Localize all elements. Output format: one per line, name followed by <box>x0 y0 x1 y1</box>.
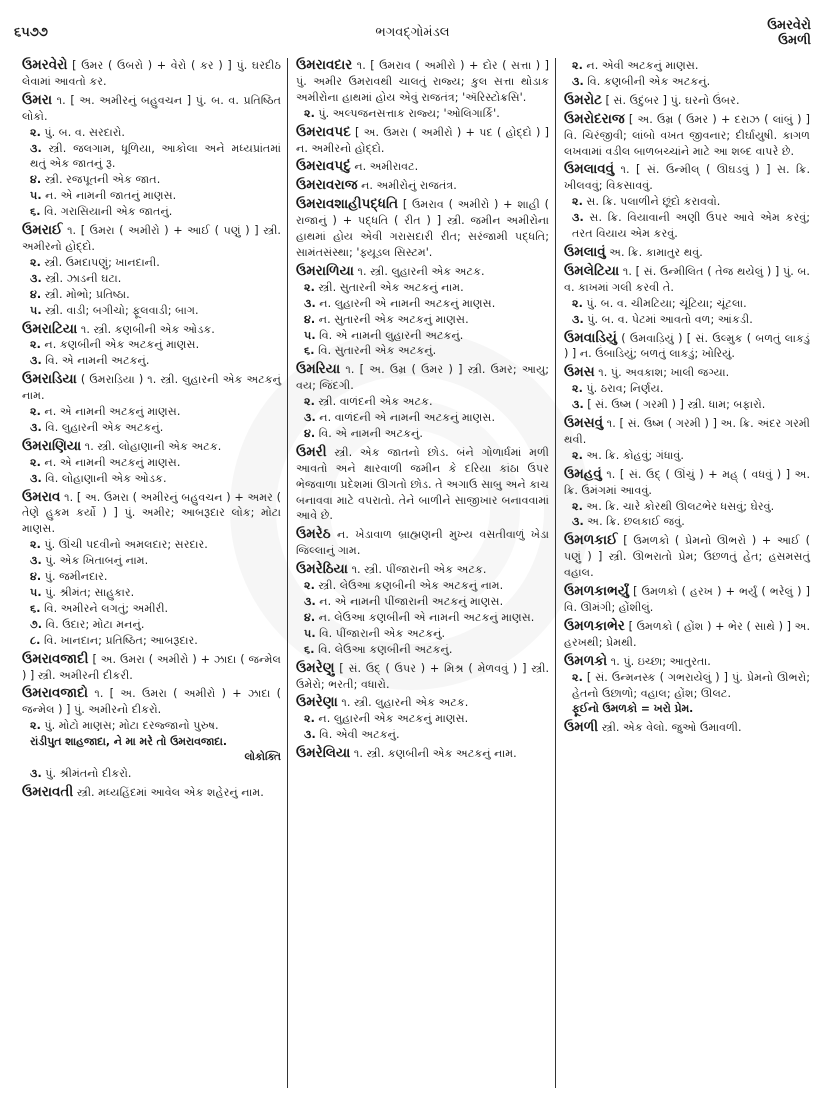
entry-definition: [ ઉમળકો ( પ્રેમનો ઊભરો ) + આઈ ( પણું ) ] સ્ત્રી. ઊભરાતો પ્રેમ; ઉછળતું હેત; હસમસતું વહાલ. <box>564 534 810 580</box>
entry-headword: ઉમળકાઈ <box>564 532 618 549</box>
sense-text: ન. એ નામની પીંજારાની અટકનું માણસ. <box>319 595 504 608</box>
sense-text: વિ. એ નામની અટકનું. <box>45 354 150 368</box>
sense-number: ૩. <box>572 211 584 225</box>
dictionary-entry <box>296 362 549 442</box>
entry-sense <box>564 312 810 328</box>
dictionary-entry <box>22 686 281 781</box>
sense-text: ન. લુહારની એ નામની અટકનું માણસ. <box>319 296 496 310</box>
sense-number: ૩. <box>304 728 316 742</box>
sense-text: ન. વાળંદની એ નામની અટકનું માણસ. <box>319 411 496 425</box>
entry-definition: ૧. [ સં. ઉષ્મ ( ગરમી ) ] અ. ક્રિ. અંદર ગરમી થવી. <box>564 417 810 446</box>
dictionary-entry <box>296 562 549 657</box>
entry-sense <box>296 280 549 296</box>
sense-number: ૬. <box>304 642 315 656</box>
sense-text: વિ. ખાનદાન; પ્રતિષ્ઠિત; આબરૂદાર. <box>43 633 198 647</box>
entry-headword: ઉમવાડિયું <box>564 329 617 346</box>
sense-text: પું. અલ્પજનસત્તાક રાજ્ય; 'ઓલિગાર્કિ'. <box>318 106 500 120</box>
entry-definition: ૧. સ્ત્રી. કણબીની એક અટકનું નામ. <box>353 747 517 761</box>
sense-number: ૩. <box>30 420 42 434</box>
dictionary-entry <box>564 162 810 242</box>
dictionary-entry <box>22 372 281 436</box>
dictionary-entry <box>564 467 810 531</box>
sense-number: ૫. <box>30 189 42 203</box>
entry-headword: ઉમરાડિયા <box>22 371 77 388</box>
entry-headword: ઉમરેણા <box>296 694 338 711</box>
sense-number: ૨. <box>572 448 583 462</box>
entry-headword: ઉમરાવપદ <box>296 123 351 140</box>
sense-number: ૨. <box>30 255 41 269</box>
entry-sense <box>296 578 549 594</box>
dictionary-entry <box>296 445 549 525</box>
sense-number: ૫. <box>304 626 316 640</box>
guide-words <box>767 18 811 48</box>
entry-sense <box>296 626 549 642</box>
dictionary-entry <box>22 490 281 649</box>
entry-sense <box>22 188 281 204</box>
entry-definition: [ અ. ઉમ્ર ( ઉમર ) + દરાઝ ( લાંબું ) ] વિ. ચિરંજીવી; લાંબો વખત જીવનાર; દીર્ઘાયુષી. કાગળ લખવામાં વડીલ બાળબચ્ચાંને માટે આ શબ્દ વાપરે છે. <box>564 112 810 158</box>
entry-headword: ઉમસ <box>564 364 595 381</box>
sense-text: ન. લુહારની એક અટકનું માણસ. <box>318 712 469 726</box>
entry-headword: ઉમરાવતી <box>22 783 74 800</box>
dictionary-entry <box>22 785 281 801</box>
entry-sense <box>296 343 549 359</box>
sense-number: ૩. <box>30 766 42 780</box>
dictionary-entry <box>22 652 281 684</box>
dictionary-entry <box>564 416 810 464</box>
sense-number: ૪. <box>304 426 316 440</box>
entry-definition: ૧. [ અ. ઉમરા ( અમીરનું બહુવચન ) + અમર ( તેણે હુકમ કર્યો ) ] પું. અમીર; આબરૂદાર લોક; મોટા માણસ. <box>22 490 282 536</box>
dictionary-entry <box>296 197 549 261</box>
entry-sense <box>22 455 281 471</box>
entry-definition: ૧. સ્ત્રી. લુહારની એક અટક. <box>341 696 469 710</box>
sense-text: સ. ક્રિ. પલાળીને છૂંદો કરાવવો. <box>586 195 721 209</box>
sense-number: ૫. <box>30 303 42 317</box>
dictionary-entry <box>564 264 810 328</box>
entry-definition: ( ઉમરાડ઼િયા ) ૧. સ્ત્રી. લુહારની એક અટકનું નામ. <box>22 373 281 403</box>
sense-number: ૨. <box>304 712 315 726</box>
entry-definition: [ સં. ઉદ્ ( ઉપર ) + મિશ્ર ( મેળવવું ) ] સ્ત્રી. ઉમેરો; ભરતી; વધારો. <box>296 661 550 691</box>
dictionary-entry <box>22 223 281 318</box>
dictionary-entry <box>296 264 549 359</box>
entry-sense <box>22 585 281 601</box>
entry-sense <box>22 420 281 436</box>
sense-text: સ્ત્રી. મોભો; પ્રતિષ્ઠા. <box>44 287 130 301</box>
dictionary-entry <box>564 58 810 90</box>
guide-word-first: ઉમરવેરો <box>767 18 811 33</box>
sense-number: ૩. <box>572 74 584 88</box>
entry-headword: ઉમરાવજાદો <box>22 685 89 702</box>
sense-text: વિ. એવી અટકનું. <box>319 728 400 742</box>
entry-definition: અ. ક્રિ. કામાતુર થવું. <box>609 245 703 259</box>
entry-sense <box>296 296 549 312</box>
sense-text: પું. ઊંચી પદવીનો અમલદાર; સરદાર. <box>44 538 208 552</box>
dictionary-entry <box>564 365 810 413</box>
sense-text: પું. ઠરાવ; નિર્ણય. <box>586 382 664 396</box>
sense-number: ૩. <box>30 141 42 155</box>
entry-sense <box>296 711 549 727</box>
entry-sense <box>22 537 281 553</box>
usage-quote: રાંડીપુત શાહજાદા, ને મા મરે તો ઉમરાવજાદા. <box>30 735 227 749</box>
dictionary-entry <box>22 322 281 370</box>
entry-sense <box>296 106 549 122</box>
sense-text: સ. ક્રિ. વિયાવાની અણી ઉપર આવે એમ કરવું; તરત વિયાય એમ કરવું. <box>572 211 810 241</box>
dictionary-entry <box>296 527 549 559</box>
sense-text: સ્ત્રી. વાડી; બગીચો; ફૂલવાડી; બાગ. <box>45 303 199 317</box>
entry-sense <box>564 381 810 397</box>
entry-sense <box>22 337 281 353</box>
dictionary-entry <box>296 746 549 762</box>
guide-word-last: ઉમળી <box>778 33 811 48</box>
entry-sense <box>296 328 549 344</box>
entry-definition: ૧. [ અ. ઉમ્ર ( ઉમર ) ] સ્ત્રી. ઉમર; આયુ; વય; જિંદગી. <box>296 363 549 393</box>
entry-definition: ૧. સ્ત્રી. કણબીની એક ઓડક. <box>80 322 215 336</box>
sense-number: ૨. <box>304 106 315 120</box>
sense-number: ૩. <box>304 595 316 608</box>
sense-number: ૨. <box>30 125 41 139</box>
column-3 <box>556 58 816 1088</box>
entry-definition: ૧. [ ઉમરા ( અમીરો ) + આઈ ( પણું ) ] સ્ત્રી. અમીરનો હોદ્દો. <box>22 224 281 253</box>
sense-text: પું. મોટો માણસ; મોટા દરજ્જાનો પુરુષ. <box>44 719 219 733</box>
entry-definition: [ અ. ઉમરા ( અમીરો ) + ઝાદા ( જન્મેલ ) ] સ્ત્રી. અમીરની દીકરી. <box>22 652 282 682</box>
sense-text: પું. એક ખિતાબનું નામ. <box>45 554 149 568</box>
sense-text: વિ. પીંજારાની એક અટકનું. <box>319 626 446 640</box>
sense-text: અ. ક્રિ. કોહવું; ગંધાવું. <box>586 448 684 462</box>
sense-number: ૬. <box>30 205 41 219</box>
entry-headword: ઉમરોદરાજ <box>564 110 625 127</box>
entry-definition: ૧. [ અ. ઉમરા ( અમીરો ) + ઝાદા ( જન્મેલ ) ] પું. અમીરનો દીકરો. <box>22 687 281 717</box>
dictionary-entry <box>22 58 281 90</box>
dictionary-entry <box>22 439 281 487</box>
entry-definition: ૧. સ્ત્રી. પીંજારાની એક અટક. <box>351 563 487 577</box>
sense-text: [ સં. ઉન્મનસ્ક ( ગભરાયેલું ) ] પું. પ્રેમનો ઊભરો; હેતનો ઉછાળો; વહાલ; હોંશ; ઊલટ. <box>572 670 810 700</box>
sense-number: ૨. <box>572 499 583 513</box>
sense-text: ન. એ નામની અટકનું માણસ. <box>44 455 181 469</box>
sense-number: ૭. <box>30 617 43 631</box>
dictionary-entry <box>296 661 549 693</box>
quote-source: લોકોક્તિ <box>244 751 281 764</box>
sense-number: ૩. <box>572 515 584 529</box>
entry-definition: સ્ત્રી. એક વેલો. જુઓ ઉમાવળી. <box>601 721 742 735</box>
sense-text: પું. બ. વ. ચીમટિયા; ચૂંટિયા; ચૂંટલા. <box>586 296 747 310</box>
entry-headword: ઉમળકાભેર <box>564 617 625 634</box>
entry-sense <box>22 255 281 271</box>
entry-definition: સ્ત્રી. મધ્યહિંદમાં આવેલ એક શહેરનું નામ. <box>76 785 264 799</box>
sense-text: વિ. લોહાણાની એક ઓડક. <box>45 471 167 485</box>
sense-number: ૩. <box>30 354 42 368</box>
entry-sense <box>296 312 549 328</box>
sense-number: ૨. <box>572 670 583 684</box>
entry-sense <box>22 353 281 369</box>
page-header <box>0 0 825 52</box>
sense-text: સ્ત્રી. સુતારની એક અટકનું નામ. <box>318 280 464 294</box>
sense-text: વિ. ઉદાર; મોટા મનનું. <box>45 617 145 631</box>
entry-sense <box>22 141 281 173</box>
dictionary-entry <box>564 245 810 261</box>
sense-text: ન. સુતારની એક અટકનું માણસ. <box>318 312 469 326</box>
sense-number: ૪. <box>30 173 42 187</box>
entry-headword: ઉમરેઠ <box>296 526 331 543</box>
sense-number: ૨. <box>30 338 41 352</box>
entry-definition: ૧. સ્ત્રી. લુહારની એક અટક. <box>357 264 485 278</box>
sense-text: [ સં. ઉષ્મ ( ગરમી ) ] સ્ત્રી. ધામ; બફારો. <box>587 398 766 412</box>
entry-sense <box>22 471 281 487</box>
sense-text: પું. શ્રીમંતનો દીકરો. <box>45 766 132 780</box>
entry-headword: ઉમરાવદાર <box>296 57 353 73</box>
entry-headword: ઉમરાવ <box>22 488 61 505</box>
dictionary-entry <box>564 619 810 651</box>
sense-number: ૨. <box>572 382 583 396</box>
sense-text: પું. બ. વ. સરદારો. <box>44 125 125 139</box>
sense-text: વિ. લેઉઆ કણબીની અટકનું. <box>318 642 453 656</box>
dictionary-entry <box>564 112 810 160</box>
sense-number: ૮. <box>30 633 41 647</box>
sense-text: અ. ક્રિ. ચારે કોરથી ઊલટભેર ધસવું; ઘેરવું. <box>586 499 775 513</box>
column-2 <box>288 58 556 1088</box>
sense-number: ૨. <box>30 405 41 419</box>
sense-text: પું. જમીનદાર. <box>44 570 108 584</box>
entry-sense <box>564 448 810 464</box>
entry-sense <box>296 727 549 743</box>
entry-headword: ઉમરેણુ <box>296 659 335 676</box>
entry-headword: ઉમહવું <box>564 465 602 482</box>
entry-sense <box>296 394 549 410</box>
entry-headword: ઉમરવેરો <box>22 57 68 73</box>
sense-text: સ્ત્રી. ઉમદાપણું; ખાનદાની. <box>44 255 160 269</box>
sense-number: ૬. <box>304 344 315 358</box>
entry-headword: ઉમરાટિયા <box>22 320 78 337</box>
entry-sense <box>564 210 810 242</box>
book-title: ભગવદ્ગોમંડલ <box>375 25 450 40</box>
entry-headword: ઉમરી <box>296 443 327 460</box>
entry-sense <box>296 642 549 658</box>
entry-definition: ( ઉમવાડ઼િયું ) [ સં. ઉલ્મુક ( બળતું લાકડું ) ] ન. ઉંબાડિયું; બળતું લાકડું; ખોરિયું. <box>564 331 810 361</box>
sense-text: સ્ત્રી. લેઉઆ કણબીની એક અટકનું નામ. <box>318 579 504 593</box>
entry-definition: ૧. સ્ત્રી. લોહાણાની એક અટક. <box>84 439 222 453</box>
entry-headword: ઉમરાવરાજ <box>296 177 358 194</box>
sense-text: વિ. ગરાસિયાની એક જાતનું. <box>44 205 173 219</box>
sense-text: અ. ક્રિ. છલકાઈ જવું. <box>587 515 685 529</box>
entry-sense <box>564 296 810 312</box>
entry-definition: [ સં. ઉદુંબર ] પું. ઘરનો ઉંબર. <box>605 93 740 107</box>
sense-text: સ્ત્રી. ઝાડની ઘટા. <box>45 271 122 285</box>
entry-headword: ઉમરેઠિયા <box>296 561 348 578</box>
entry-sense <box>22 553 281 569</box>
entry-sense <box>22 303 281 319</box>
entry-sense <box>22 633 281 649</box>
entry-sense <box>296 426 549 442</box>
sense-number: ૨. <box>572 296 583 310</box>
entry-sense <box>564 514 810 530</box>
entry-definition: [ ઉમળકો ( હરખ ) + ભર્યું ( ભરેલું ) ] વિ. ઊમંગી; હોંશીલું. <box>564 585 811 614</box>
dictionary-entry <box>564 533 810 581</box>
entry-headword: ઉમરા <box>22 91 53 108</box>
sense-number: ૨. <box>572 195 583 209</box>
entry-sense <box>22 125 281 141</box>
sense-text: પું. શ્રીમંત; સાહુકાર. <box>45 586 135 599</box>
sense-text: વિ. સુતારની એક અટકનું. <box>318 344 437 358</box>
sense-text: ન. એવી અટકનું માણસ. <box>586 59 699 72</box>
page-number: ૬૫૭૭ <box>14 25 48 40</box>
sense-number: ૩. <box>572 312 584 326</box>
entry-sense <box>22 617 281 633</box>
entry-sense <box>564 58 810 74</box>
sense-text: વિ. એ નામની અટકનું. <box>318 426 423 440</box>
entry-headword: ઉમલાવવું <box>564 161 615 178</box>
dictionary-columns <box>20 58 816 1088</box>
sense-number: ૨. <box>304 579 315 593</box>
entry-headword: ઉમલેટિયા <box>564 262 620 279</box>
sense-text: ન. એ નામની જાતનું માણસ. <box>45 189 177 203</box>
entry-sense <box>22 204 281 220</box>
entry-headword: ઉમળકાભર્યું <box>564 583 629 600</box>
sense-number: ૩. <box>572 398 584 412</box>
sense-number: ૩. <box>304 296 316 310</box>
sense-number: ૨. <box>30 455 41 469</box>
sense-number: ૨. <box>30 719 41 733</box>
sense-number: ૪. <box>304 312 316 326</box>
entry-definition: ૧. [ અ. અમીરનું બહુવચન ] પું. બ. વ. પ્રતિષ્ઠિત લોકો. <box>22 93 281 123</box>
entry-headword: ઉમરાળિયા <box>296 262 354 279</box>
sense-number: ૫. <box>304 328 316 342</box>
entry-sense <box>296 594 549 610</box>
sense-text: ન. લેઉઆ કણબીની એ નામની અટકનું માણસ. <box>318 610 535 624</box>
entry-headword: ઉમળી <box>564 719 599 736</box>
entry-headword: ઉમરાવપદું <box>296 158 351 175</box>
entry-sense <box>564 397 810 413</box>
entry-sense <box>22 601 281 617</box>
sense-number: ૩. <box>30 471 42 485</box>
entry-definition: ૧. પું. ઇચ્છા; આતુરતા. <box>610 654 711 668</box>
entry-headword: ઉમસવું <box>564 415 604 432</box>
sense-text: પું. બ. વ. પેટમાં આવતો વળ; આંકડી. <box>587 312 753 326</box>
dictionary-entry <box>296 695 549 743</box>
entry-sense <box>564 499 810 515</box>
dictionary-entry <box>296 178 549 194</box>
entry-sense <box>296 610 549 626</box>
sense-number: ૨. <box>572 59 583 72</box>
entry-definition: ૧. [ સં. ઉદ્ ( ઊંચું ) + મહ્ ( વધવું ) ] અ. ક્રિ. ઉમંગમાં આવવું. <box>564 467 811 497</box>
dictionary-entry <box>296 58 549 122</box>
entry-headword: ઉમરેલિયા <box>296 745 351 762</box>
sense-number: ૬. <box>30 601 41 615</box>
entry-sense <box>564 670 810 702</box>
sense-number: ૩. <box>30 271 42 285</box>
sense-text: ન. એ નામની અટકનું માણસ. <box>44 405 181 419</box>
entry-definition: [ ઉમરાવ ( અમીરો ) + શાહી ( રાજાનું ) + પદ્ધતિ ( રીત ) ] સ્ત્રી. જમીન અમીરોના હાથમાં હોય એવી ગરાસદારી રીત; સરંજામી પદ્ધતિ; સામંતસંસ્થા; 'ફ્યૂડલ સિસ્ટમ'. <box>296 198 549 259</box>
dictionary-entry <box>564 720 810 736</box>
sense-number: ૨. <box>30 538 41 552</box>
entry-headword: ઉમરાઈ <box>22 222 63 239</box>
sense-text: સ્ત્રી. જલગામ, ધૂળિયા, આકોલા અને મધ્યપ્રાંતમાં થતું એક જાતનું રૂ. <box>30 141 281 171</box>
entry-headword: ઉમલાવું <box>564 243 606 260</box>
entry-definition: ૧. પું. અવકાશ; ખાલી જગ્યા. <box>598 366 730 380</box>
entry-headword: ઉમરાવશાહીપદ્ધતિ <box>296 196 399 213</box>
entry-definition: [ ઉમળકો ( હોંશ ) + ભેર ( સાથે ) ] અ. હરખથી; પ્રેમથી. <box>564 619 811 649</box>
sense-number: ૨. <box>304 280 315 294</box>
sense-text: વિ. કણબીની એક અટકનું. <box>587 74 711 88</box>
entry-definition: ન. ખેડાવાળ બ્રાહ્મણની મુખ્ય વસતીવાળું ખેડા જિલ્લાનું ગામ. <box>296 528 549 558</box>
dictionary-entry <box>564 93 810 109</box>
sense-text: સ્ત્રી. વાળંદની એક અટક. <box>318 395 433 409</box>
dictionary-entry <box>564 331 810 363</box>
sense-number: ૫. <box>30 586 42 599</box>
entry-sense <box>22 172 281 188</box>
entry-definition: ૧. [ ઉમરાવ ( અમીરો ) + દોર ( સત્તા ) ] પું. અમીર ઉમરાવથી ચાલતું રાજ્ય; કુલ સત્તા થોડાક અમીરોના હાથમાં હોય એવું રાજતંત્ર; 'ઍરિસ્ટોક્રસિ'. <box>296 59 549 104</box>
entry-sense <box>564 74 810 90</box>
sense-number: ૩. <box>30 554 42 568</box>
sense-text: ન. કણબીની એક અટકનું માણસ. <box>44 338 200 352</box>
sense-number: ૪. <box>30 570 42 584</box>
dictionary-entry <box>22 93 281 220</box>
entry-headword: ઉમરાણિયા <box>22 437 82 454</box>
sense-number: ૪. <box>304 610 316 624</box>
entry-headword: ઉમરિયા <box>296 361 341 378</box>
entry-sense <box>564 194 810 210</box>
entry-headword: ઉમરોટ <box>564 91 602 108</box>
entry-sense <box>22 287 281 303</box>
dictionary-entry <box>564 584 810 616</box>
dictionary-entry <box>296 159 549 175</box>
sense-text: વિ. એ નામની લુહારની અટકનું. <box>319 328 464 342</box>
entry-sense <box>22 718 281 734</box>
entry-definition: ન. અમીરાવટ. <box>354 160 419 174</box>
dictionary-entry <box>564 654 810 718</box>
entry-sense <box>22 404 281 420</box>
sense-number: ૪. <box>30 287 42 301</box>
sense-number: ૨. <box>304 395 315 409</box>
entry-sense <box>22 271 281 287</box>
entry-sense <box>22 569 281 585</box>
sense-text: વિ. અમીરને લગતું; અમીરી. <box>44 601 169 615</box>
entry-definition: ૧. [ સં. ઉન્મીલિત ( તેજ થયેલું ) ] પું. બ. વ. કાખમાં ગલી કરવી તે. <box>564 264 810 294</box>
entry-definition: ન. અમીરોનું રાજતંત્ર. <box>361 179 457 193</box>
sense-number: ૩. <box>304 411 316 425</box>
column-1 <box>20 58 288 1088</box>
entry-definition: સ્ત્રી. એક જાતનો છોડ. બંને ગોળાર્ધમાં મળી આવતો અને ક્ષારવાળી જમીન કે દરિયા કાંઠા ઉપર ભેજવાળા પ્રદેશમાં ઊગતો છોડ. તે અગાઉ સાબુ અને કાચ બનાવવા માટે વપરાતો. તેને બાળીને સાજીખાર બનાવવામાં આવે છે. <box>296 445 550 523</box>
sense-text: વિ. લુહારની એક અટકનું. <box>45 420 164 434</box>
entry-headword: ઉમળકો <box>564 652 608 669</box>
usage-quote: ફૂઈનો ઉમળકો = ખરો પ્રેમ. <box>572 702 694 716</box>
entry-headword: ઉમરાવજાદી <box>22 650 89 667</box>
entry-sense <box>296 410 549 426</box>
entry-definition: [ અ. ઉમરા ( અમીરો ) + પદ ( હોદ્દો ) ] ન. અમીરનો હોદ્દો. <box>296 125 549 155</box>
entry-definition: [ ઉમર ( ઉબરો ) + વેરો ( કર ) ] પું. ઘરદીઠ લેવામાં આવતો કર. <box>22 59 281 88</box>
entry-definition: ૧. [ સં. ઉન્મીલ્ ( ઊઘડવું ) ] સ. ક્રિ. ખીલવવું; વિકસાવવું. <box>564 163 811 193</box>
sense-text: સ્ત્રી. રજપૂતની એક જાત. <box>44 173 161 187</box>
dictionary-entry <box>296 125 549 157</box>
entry-sense <box>22 766 281 782</box>
